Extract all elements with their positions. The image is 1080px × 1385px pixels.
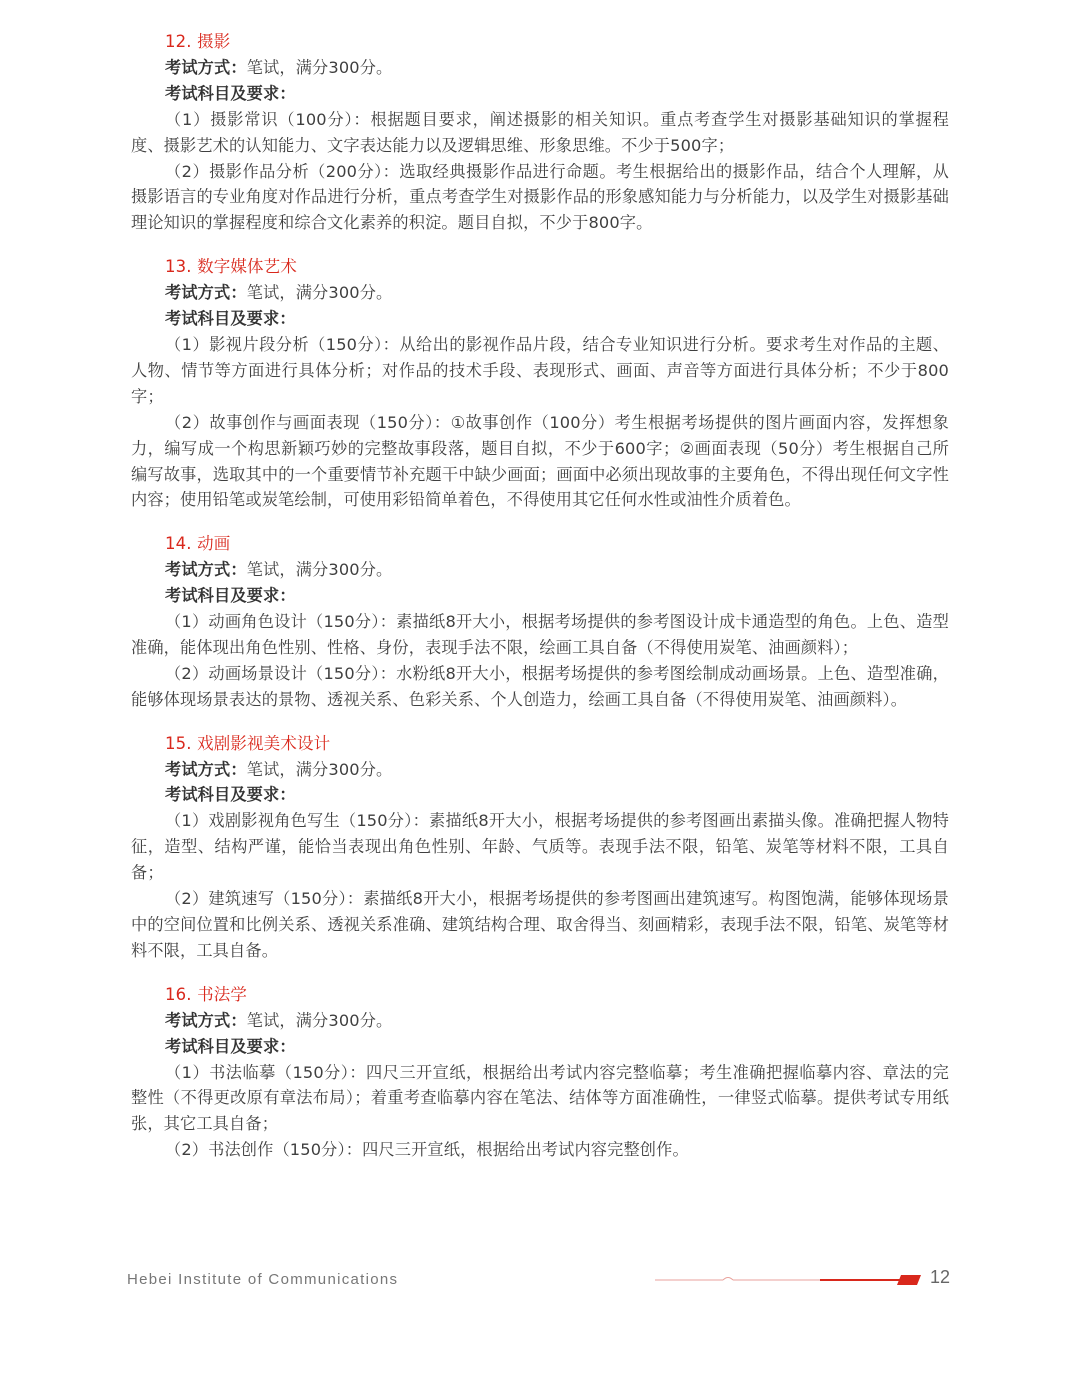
exam-method-value: 笔试，满分300分。 [246,283,393,303]
requirements-label: 考试科目及要求： [165,785,296,805]
exam-method-label: 考试方式： [165,560,247,580]
exam-method-line [131,557,949,583]
exam-method-line [131,1008,949,1034]
footer-decorative-line [655,1272,925,1288]
page-number: 12 [930,1267,951,1287]
exam-method-label: 考试方式： [165,57,247,77]
exam-method-line [131,757,949,783]
requirement-paragraph: （1）影视片段分析（150分）：从给出的影视作品片段，结合专业知识进行分析。要求考生对作品的主题、人物、情节等方面进行具体分析；对作品的技术手段、表现形式、画面、声音等方面进行具体分析；不少于800字； [131,334,949,406]
requirements-line [131,782,949,808]
exam-method-label: 考试方式： [165,1010,247,1030]
exam-method-label: 考试方式： [165,283,247,303]
page-content [131,29,949,1181]
requirement-paragraph: （2）故事创作与画面表现（150分）：①故事创作（100分）考生根据考场提供的图片画面内容，发挥想象力，编写成一个构思新颖巧妙的完整故事段落，题目自拟，不少于600字；②画面表现（50分）考生根据自己所编写故事，选取其中的一个重要情节补充题干中缺少画面；画面中必须出现故事的主要角色，不得出现任何文字性内容；使用铅笔或炭笔绘制，可使用彩铅简单着色，不得使用其它任何水性或油性介质着色。 [131,412,949,510]
exam-method-line [131,280,949,306]
requirement-paragraph: （2）动画场景设计（150分）：水粉纸8开大小，根据考场提供的参考图绘制成动画场景。上色、造型准确，能够体现场景表达的景物、透视关系、色彩关系、个人创造力，绘画工具自备（不得使用炭笔、油画颜料）。 [131,663,949,709]
section-title: 16. 书法学 [165,984,248,1004]
requirement-paragraph: （2）摄影作品分析（200分）：选取经典摄影作品进行命题。考生根据给出的摄影作品，结合个人理解，从摄影语言的专业角度对作品进行分析，重点考查学生对摄影作品的形象感知能力与分析能力，以及学生对摄影基础理论知识的掌握程度和综合文化素养的积淀。题目自拟，不少于800字。 [131,161,949,233]
requirements-line [131,1034,949,1060]
section-title: 13. 数字媒体艺术 [165,257,297,277]
requirement-paragraph: （2）书法创作（150分）：四尺三开宣纸，根据给出考试内容完整创作。 [165,1140,689,1160]
requirements-line [131,306,949,332]
section-title: 12. 摄影 [165,32,231,51]
requirement-paragraph: （1）书法临摹（150分）：四尺三开宣纸，根据给出考试内容完整临摹；考生准确把握临摹内容、章法的完整性（不得更改原有章法布局）；着重考查临摹内容在笔法、结体等方面准确性，一律竖式临摹。提供考试专用纸张，其它工具自备； [131,1062,949,1134]
requirements-label: 考试科目及要求： [165,586,296,606]
exam-method-label: 考试方式： [165,759,247,779]
requirements-line [131,81,949,107]
requirements-label: 考试科目及要求： [165,1036,296,1056]
section-stage-film-art-design [131,731,949,964]
section-animation [131,531,949,712]
exam-method-value: 笔试，满分300分。 [246,57,393,77]
section-digital-media-art [131,254,949,513]
requirements-label: 考试科目及要求： [165,309,296,329]
requirement-paragraph: （2）建筑速写（150分）：素描纸8开大小，根据考场提供的参考图画出建筑速写。构图饱满，能够体现场景中的空间位置和比例关系、透视关系准确、建筑结构合理、取舍得当、刻画精彩，表现手法不限，铅笔、炭笔等材料不限，工具自备。 [131,889,949,960]
requirements-line [131,583,949,609]
exam-method-line [131,55,949,81]
requirement-paragraph: （1）戏剧影视角色写生（150分）：素描纸8开大小，根据考场提供的参考图画出素描头像。准确把握人物特征，造型、结构严谨，能恰当表现出角色性别、年龄、气质等。表现手法不限，铅笔、炭笔等材料不限，工具自备； [131,811,949,883]
section-title: 14. 动画 [165,534,231,554]
exam-method-value: 笔试，满分300分。 [246,1010,393,1030]
footer-institution-name: Hebei Institute of Communications [127,1271,399,1288]
section-title: 15. 戏剧影视美术设计 [165,733,331,753]
section-photography [131,29,949,236]
exam-method-value: 笔试，满分300分。 [246,560,393,580]
requirement-paragraph: （1）摄影常识（100分）：根据题目要求，阐述摄影的相关知识。重点考查学生对摄影基础知识的掌握程度、摄影艺术的认知能力、文字表达能力以及逻辑思维、形象思维。不少于500字； [131,109,949,155]
requirements-label: 考试科目及要求： [165,83,296,103]
requirement-paragraph: （1）动画角色设计（150分）：素描纸8开大小，根据考场提供的参考图设计成卡通造型的角色。上色、造型准确，能体现出角色性别、性格、身份，表现手法不限，绘画工具自备（不得使用炭笔、油画颜料）； [131,612,949,657]
exam-method-value: 笔试，满分300分。 [246,759,393,779]
section-calligraphy [131,982,949,1163]
